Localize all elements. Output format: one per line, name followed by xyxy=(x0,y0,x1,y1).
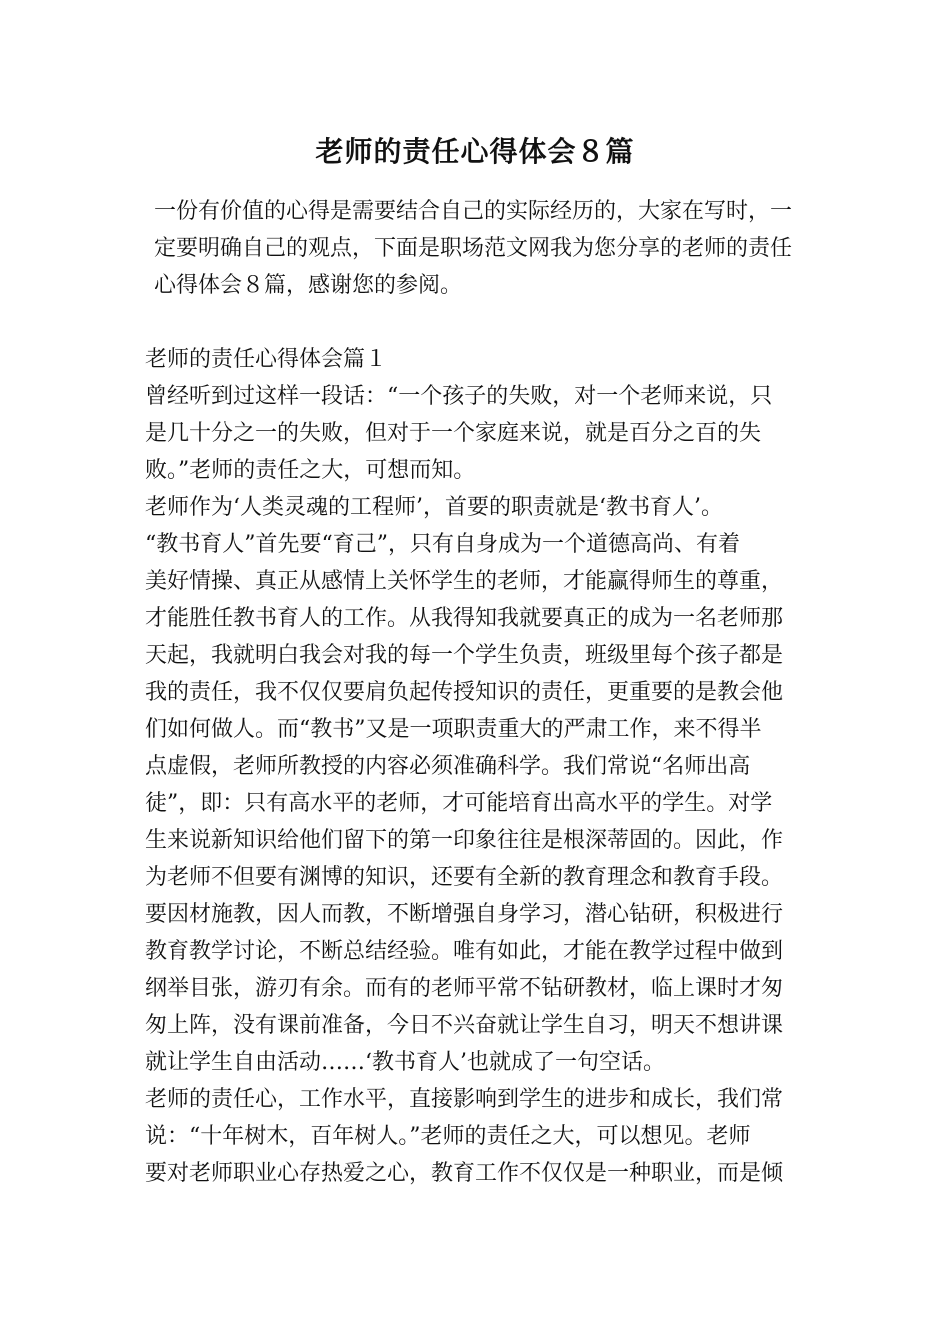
body-line: 才能胜任教书育人的工作。从我得知我就要真正的成为一名老师那 xyxy=(145,606,784,631)
body-line: 曾经听到过这样一段话：“一个孩子的失败，对一个老师来说，只 xyxy=(145,384,773,409)
body-line: 老师作为‘人类灵魂的工程师’，首要的职责就是‘教书育人’。 xyxy=(145,495,723,520)
intro-line: 定要明确自己的观点，下面是职场范文网我为您分享的老师的责任 xyxy=(154,236,793,261)
body-line: 为老师不但要有渊博的知识，还要有全新的教育理念和教育手段。 xyxy=(145,865,784,890)
body-line: “教书育人”首先要“育己”，只有自身成为一个道德高尚、有着 xyxy=(145,532,740,557)
body-line: 说：“十年树木，百年树人。”老师的责任之大，可以想见。老师 xyxy=(145,1124,751,1149)
body-line: 天起，我就明白我会对我的每一个学生负责，班级里每个孩子都是 xyxy=(145,643,784,668)
body-line: 美好情操、真正从感情上关怀学生的老师，才能赢得师生的尊重， xyxy=(145,569,784,594)
body-line: 老师的责任心，工作水平，直接影响到学生的进步和成长，我们常 xyxy=(145,1087,784,1112)
body-line: 匆上阵，没有课前准备，今日不兴奋就让学生自习，明天不想讲课 xyxy=(145,1013,784,1038)
section-heading: 老师的责任心得体会篇１ xyxy=(145,347,388,372)
body-line: 生来说新知识给他们留下的第一印象往往是根深蒂固的。因此，作 xyxy=(145,828,784,853)
intro-line: 一份有价值的心得是需要结合自己的实际经历的，大家在写时，一 xyxy=(154,199,793,224)
body-line: 点虚假，老师所教授的内容必须准确科学。我们常说“名师出高 xyxy=(145,754,751,779)
document-title: 老师的责任心得体会８篇 xyxy=(315,135,635,168)
body-line: 我的责任，我不仅仅要肩负起传授知识的责任，更重要的是教会他 xyxy=(145,680,784,705)
section-1 xyxy=(145,341,810,1192)
body-line: 要对老师职业心存热爱之心，教育工作不仅仅是一种职业，而是倾 xyxy=(145,1161,784,1186)
body-line: 们如何做人。而“教书”又是一项职责重大的严肃工作，来不得半 xyxy=(145,717,762,742)
body-line: 败。”老师的责任之大，可想而知。 xyxy=(145,458,476,483)
intro-line: 心得体会８篇，感谢您的参阅。 xyxy=(154,273,463,298)
body-line: 教育教学讨论，不断总结经验。唯有如此，才能在教学过程中做到 xyxy=(145,939,784,964)
intro-paragraph xyxy=(145,193,810,304)
body-line: 徒”，即：只有高水平的老师，才可能培育出高水平的学生。对学 xyxy=(145,791,773,816)
body-line: 是几十分之一的失败，但对于一个家庭来说，就是百分之百的失 xyxy=(145,421,762,446)
body-line: 就让学生自由活动……‘教书育人’也就成了一句空话。 xyxy=(145,1050,665,1075)
body-line: 纲举目张，游刃有余。而有的老师平常不钻研教材，临上课时才匆 xyxy=(145,976,784,1001)
body-line: 要因材施教，因人而教，不断增强自身学习，潜心钻研，积极进行 xyxy=(145,902,784,927)
